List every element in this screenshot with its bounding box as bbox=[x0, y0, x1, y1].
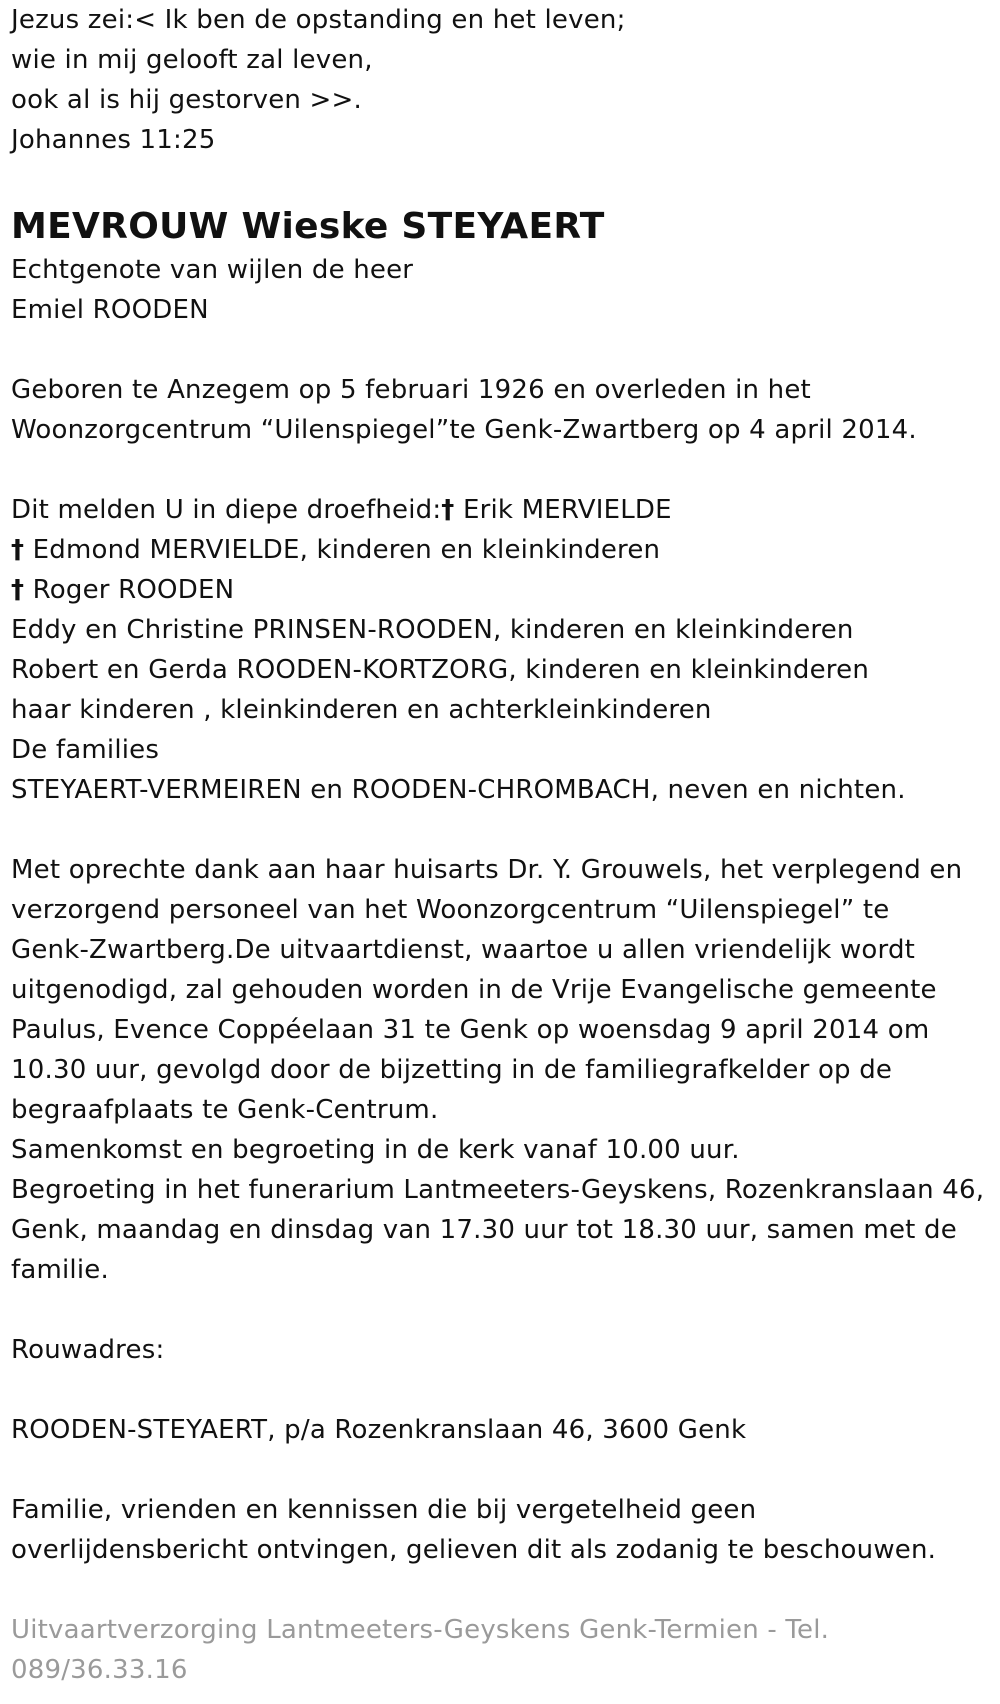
bible-verse bbox=[11, 0, 996, 160]
address-value: ROODEN-STEYAERT, p/a Rozenkranslaan 46, 3600 Genk bbox=[11, 1415, 747, 1445]
footer-line: Uitvaartverzorging Lantmeeters-Geyskens Genk-Termien - Tel. bbox=[11, 1615, 830, 1645]
footer-line: 089/36.33.16 bbox=[11, 1655, 188, 1685]
thanks-line: begraafplaats te Genk-Centrum. bbox=[11, 1095, 439, 1125]
verse-line: Jezus zei:< Ik ben de opstanding en het leven; bbox=[11, 5, 626, 35]
mourner-name: Roger ROODEN bbox=[24, 575, 235, 605]
cross-icon: † bbox=[11, 535, 25, 565]
obituary-document bbox=[11, 0, 996, 1690]
notice-line: overlijdensbericht ontvingen, gelieven dit als zodanig te beschouwen. bbox=[11, 1535, 937, 1565]
spacer bbox=[11, 1290, 996, 1330]
mourner-line: Robert en Gerda ROODEN-KORTZORG, kinderen en kleinkinderen bbox=[11, 655, 869, 685]
relation-line: Emiel ROODEN bbox=[11, 295, 209, 325]
verse-line: ook al is hij gestorven >>. bbox=[11, 85, 362, 115]
deceased-name: MEVROUW Wieske STEYAERT bbox=[11, 206, 605, 247]
mourner-name: Erik MERVIELDE bbox=[454, 495, 672, 525]
notice bbox=[11, 1490, 996, 1570]
spacer bbox=[11, 1450, 996, 1490]
mourners-list bbox=[11, 490, 996, 810]
spacer bbox=[11, 810, 996, 850]
mourner-line: Eddy en Christine PRINSEN-ROODEN, kinderen en kleinkinderen bbox=[11, 615, 854, 645]
birth-death-info bbox=[11, 370, 996, 450]
cross-icon: † bbox=[441, 495, 455, 525]
mourner-line bbox=[11, 530, 996, 570]
cross-icon: † bbox=[11, 575, 25, 605]
thanks-line: 10.30 uur, gevolgd door de bijzetting in de familiegrafkelder op de bbox=[11, 1055, 893, 1085]
verse-reference: Johannes 11:25 bbox=[11, 125, 216, 155]
mourner-line bbox=[11, 570, 996, 610]
thanks-line: Genk, maandag en dinsdag van 17.30 uur tot 18.30 uur, samen met de bbox=[11, 1215, 957, 1245]
thanks-line: Paulus, Evence Coppéelaan 31 te Genk op woensdag 9 april 2014 om bbox=[11, 1015, 930, 1045]
notice-line: Familie, vrienden en kennissen die bij vergetelheid geen bbox=[11, 1495, 757, 1525]
thanks-line: Genk-Zwartberg.De uitvaartdienst, waartoe u allen vriendelijk wordt bbox=[11, 935, 916, 965]
thanks-line: Met oprechte dank aan haar huisarts Dr. Y. Grouwels, het verplegend en bbox=[11, 855, 963, 885]
thanks-line: familie. bbox=[11, 1255, 109, 1285]
relation-line: Echtgenote van wijlen de heer bbox=[11, 255, 414, 285]
relation bbox=[11, 250, 996, 330]
mourner-line: haar kinderen , kleinkinderen en achterkleinkinderen bbox=[11, 695, 712, 725]
thanks-line: verzorgend personeel van het Woonzorgcentrum “Uilenspiegel” te bbox=[11, 895, 890, 925]
mourners-intro-line bbox=[11, 490, 996, 530]
mourners-intro: Dit melden U in diepe droefheid: bbox=[11, 495, 442, 525]
mourner-line: De families bbox=[11, 735, 160, 765]
mourner-line: STEYAERT-VERMEIREN en ROODEN-CHROMBACH, neven en nichten. bbox=[11, 775, 906, 805]
thanks-line: Begroeting in het funerarium Lantmeeters-Geyskens, Rozenkranslaan 46, bbox=[11, 1175, 985, 1205]
thanks-line: uitgenodigd, zal gehouden worden in de Vrije Evangelische gemeente bbox=[11, 975, 937, 1005]
verse-line: wie in mij gelooft zal leven, bbox=[11, 45, 373, 75]
address-label: Rouwadres: bbox=[11, 1335, 165, 1365]
mourner-name: Edmond MERVIELDE, kinderen en kleinkinderen bbox=[24, 535, 661, 565]
funeral-home-footer bbox=[11, 1610, 996, 1690]
spacer bbox=[11, 160, 996, 204]
spacer bbox=[11, 330, 996, 370]
thanks-line: Samenkomst en begroeting in de kerk vanaf 10.00 uur. bbox=[11, 1135, 740, 1165]
spacer bbox=[11, 450, 996, 490]
birth-death-line: Geboren te Anzegem op 5 februari 1926 en overleden in het bbox=[11, 375, 811, 405]
thanks-and-funeral-info bbox=[11, 850, 996, 1290]
spacer bbox=[11, 1570, 996, 1610]
birth-death-line: Woonzorgcentrum “Uilenspiegel”te Genk-Zwartberg op 4 april 2014. bbox=[11, 415, 917, 445]
spacer bbox=[11, 1370, 996, 1410]
